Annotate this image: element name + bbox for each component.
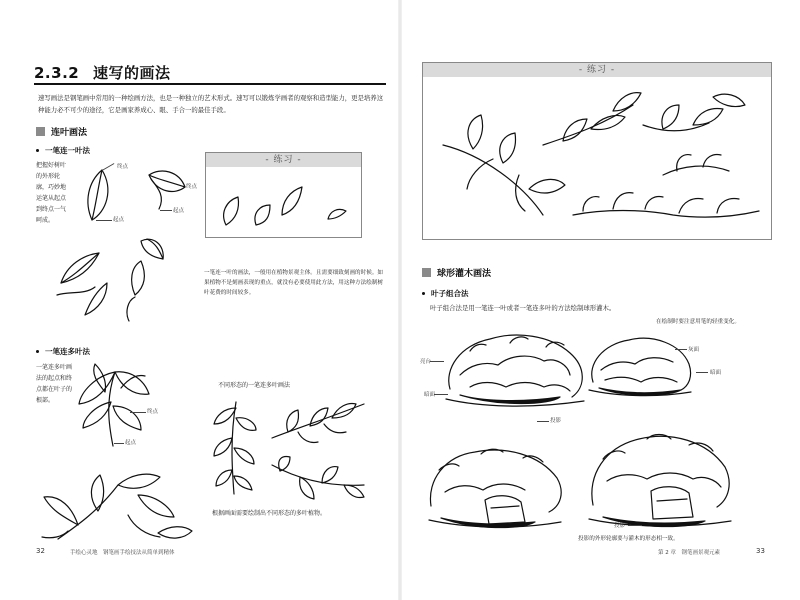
- label-start-a: 起点: [113, 217, 125, 223]
- section-heading-leaf-text: 连叶画法: [51, 128, 88, 138]
- sub-heading-one-leaf: [36, 145, 90, 156]
- section-heading-shrub: [422, 266, 491, 279]
- leader-line: [430, 361, 444, 362]
- shrub-sketch-1: [440, 325, 590, 415]
- leader-line: [130, 412, 146, 413]
- practice-branches-sketch: [433, 85, 763, 235]
- label-shadow-2: 投影: [614, 523, 626, 529]
- vine-sketch-bottom: [268, 455, 368, 505]
- practice-tag: - 练习 -: [423, 63, 771, 77]
- leader-line: [675, 349, 687, 350]
- shrub-note-top: 在绘制时要注意用笔的轻重变化。: [656, 319, 740, 325]
- one-leaf-note: 一笔连一叶的画法，一般用在植物景观主体。且需要细致刻画的时候。如果植物不是刻画表现的重点，就没有必要使用此方法，用这种方法绘制树叶花费的时间较多。: [204, 270, 384, 296]
- sub-heading-many-leaf: [36, 346, 90, 357]
- chapter-title: [34, 62, 170, 83]
- shrub-note-bottom: 投影的外形轮廓要与灌木的形态相一致。: [578, 536, 679, 542]
- section-heading-leaf: [36, 125, 87, 138]
- label-shadow: 投影: [550, 418, 562, 424]
- page-number-right: 33: [756, 547, 765, 555]
- practice-box-right: [422, 62, 772, 240]
- leader-line: [628, 525, 642, 526]
- label-dark: 暗面: [424, 392, 436, 398]
- practice-leaves-sketch: [216, 175, 356, 233]
- practice-box-left: [205, 152, 362, 238]
- bullet-icon: [36, 149, 39, 152]
- section-heading-shrub-text: 球形灌木画法: [437, 269, 492, 279]
- bullet-icon: [422, 292, 425, 295]
- bottom-plant-sketch: [38, 455, 198, 543]
- shrub-sketch-2: [585, 330, 695, 400]
- many-leaf-caption-top: 不同形态的一笔连多叶画法: [218, 382, 291, 389]
- leader-line: [114, 443, 124, 444]
- footer-left: 手绘心灵地 钢笔画手绘技法从简单到精体: [70, 550, 175, 556]
- leader-line: [696, 372, 708, 373]
- section-marker-icon: [36, 127, 45, 136]
- many-leaf-caption-bottom: 根据画面需要绘制出不同形态的多叶植物。: [212, 510, 327, 517]
- leader-line: [537, 421, 549, 422]
- practice-label: 练习: [586, 65, 607, 75]
- many-leaf-side-text: 一笔连多叶画法的起点和终点都在叶子的根部。: [36, 364, 73, 404]
- chapter-number: 2.3.2: [34, 64, 80, 82]
- intro-paragraph: 速写画法是钢笔画中常用的一种绘画方法，也是一种独立的艺术形式。速写可以锻炼学画者的观察和造型能力，更是培养这种能力必不可少的途径，它是画家养成心、眼、手合一的最佳手段。: [38, 94, 384, 114]
- page-number-left: 32: [36, 547, 45, 555]
- label-many-start: 起点: [125, 440, 137, 446]
- bullet-icon: [36, 350, 39, 353]
- right-page: [400, 0, 800, 600]
- label-end-b: 终点: [186, 184, 198, 190]
- loose-leaves-sketch: [55, 235, 175, 330]
- shrub-description: 叶子组合法是用一笔连一叶或者一笔连多叶的方法绘制球形灌木。: [430, 304, 616, 312]
- label-start-b: 起点: [173, 208, 185, 214]
- sub-heading-many-leaf-text: 一笔连多叶法: [45, 347, 90, 356]
- vine-sketch-vertical: [210, 398, 260, 498]
- leader-line: [160, 210, 172, 211]
- footer-right: 第 2 章 钢笔画景观元素: [658, 550, 720, 556]
- label-gray: 灰面: [688, 347, 700, 353]
- shrub-sketch-3: [425, 440, 565, 535]
- label-dark-2: 暗面: [710, 370, 722, 376]
- practice-label: 练习: [273, 155, 294, 165]
- leader-line: [96, 220, 112, 221]
- shrub-sketch-4: [585, 425, 735, 530]
- sub-heading-leaf-combo: [422, 288, 469, 299]
- chapter-title-text: 速写的画法: [92, 64, 171, 82]
- leader-line: [434, 394, 448, 395]
- label-end-a: 终点: [117, 164, 129, 170]
- label-many-end: 终点: [147, 409, 159, 415]
- title-rule: [34, 83, 386, 85]
- sub-heading-one-leaf-text: 一笔连一叶法: [45, 146, 90, 155]
- practice-tag: - 练习 -: [206, 153, 361, 167]
- section-marker-icon: [422, 268, 431, 277]
- label-highlight: 亮台: [420, 359, 432, 365]
- sub-heading-leaf-combo-text: 叶子组合法: [431, 289, 469, 298]
- one-leaf-side-text: 把握好树叶的外形轮廓，巧妙地运笔从起点到终点一气呵成。: [36, 162, 67, 224]
- vine-sketch-top: [268, 398, 368, 448]
- multi-leaf-plant-sketch: [75, 362, 155, 452]
